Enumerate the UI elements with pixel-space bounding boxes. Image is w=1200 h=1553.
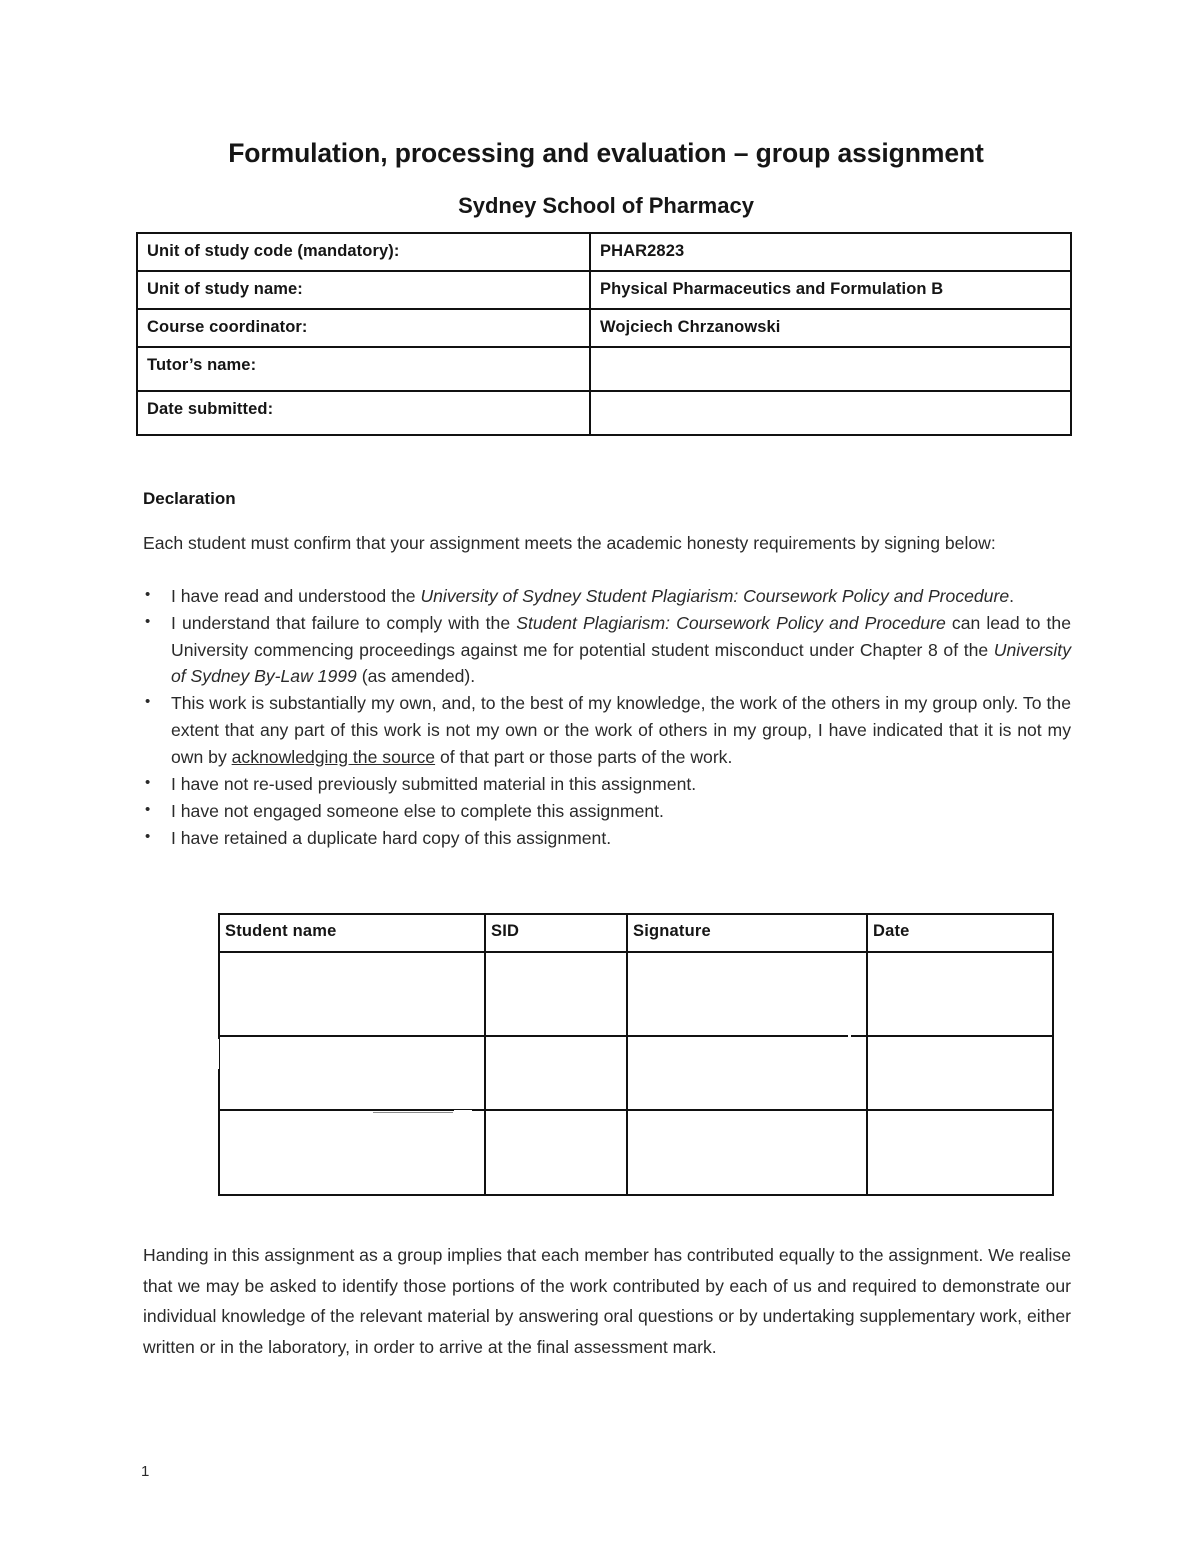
course-coordinator-value: Wojciech Chrzanowski	[590, 309, 1071, 347]
date-field[interactable]	[867, 1110, 1053, 1195]
column-header-signature: Signature	[627, 914, 867, 952]
scan-artefact	[848, 1031, 851, 1053]
table-row	[137, 347, 1071, 391]
list-item-text: I have not re-used previously submitted material in this assignment.	[171, 773, 697, 794]
unit-info-body	[137, 233, 1071, 435]
bullet-dot-icon: •	[145, 613, 151, 631]
student-name-field[interactable]	[219, 1110, 485, 1195]
date-field[interactable]	[867, 952, 1053, 1036]
unit-info-table	[136, 232, 1072, 436]
date-submitted-label: Date submitted:	[137, 391, 590, 435]
date-submitted-field[interactable]	[590, 391, 1071, 435]
tutor-name-label: Tutor’s name:	[137, 347, 590, 391]
list-item-text: I have retained a duplicate hard copy of this assignment.	[171, 827, 612, 848]
list-item	[143, 771, 1071, 798]
list-item-text: I have read and understood the University of Sydney Student Plagiarism: Coursework Policy and Procedure.	[171, 586, 1015, 606]
student-name-field[interactable]	[219, 1036, 485, 1110]
list-item-text: I understand that failure to comply with the Student Plagiarism: Coursework Policy and Procedure can lead to the University commencing proceedings against me for potential student misconduct under Chapter 8 of the University of Sydney By-Law 1999 (as amended).	[171, 613, 1071, 687]
student-name-field[interactable]	[219, 952, 485, 1036]
table-row	[219, 1036, 1053, 1110]
table-row	[219, 952, 1053, 1036]
table-row	[137, 271, 1071, 309]
scan-artefact	[848, 957, 851, 989]
declaration-heading: Declaration	[143, 489, 236, 508]
bullet-dot-icon: •	[145, 827, 151, 845]
tutor-name-field[interactable]	[590, 347, 1071, 391]
table-row	[137, 391, 1071, 435]
scan-artefact	[373, 1112, 453, 1113]
unit-code-label: Unit of study code (mandatory):	[137, 233, 590, 271]
list-item	[143, 583, 1071, 610]
list-item	[143, 798, 1071, 825]
unit-code-value: PHAR2823	[590, 233, 1071, 271]
student-signature-table	[218, 913, 1054, 1196]
list-item-text: This work is substantially my own, and, to the best of my knowledge, the work of the others in my group only. To the extent that any part of this work is not my own or the work of others in my group, I have indicated that it is not my own by acknowledging the source of that part or those parts of the work.	[171, 693, 1071, 767]
table-row	[137, 309, 1071, 347]
sid-field[interactable]	[485, 1110, 627, 1195]
document-subtitle: Sydney School of Pharmacy	[458, 193, 754, 218]
bullet-dot-icon: •	[145, 693, 151, 711]
list-item	[143, 610, 1071, 690]
closing-paragraph: Handing in this assignment as a group implies that each member has contributed equally to the assignment. We realise that we may be asked to identify those portions of the work contributed by each of us and required to demonstrate our individual knowledge of the relevant material by answering oral questions or by undertaking supplementary work, either written or in the laboratory, in order to arrive at the final assessment mark.	[143, 1245, 1071, 1357]
page-number: 1	[141, 1463, 150, 1480]
column-header-student-name: Student name	[219, 914, 485, 952]
sid-field[interactable]	[485, 1036, 627, 1110]
date-field[interactable]	[867, 1036, 1053, 1110]
bullet-dot-icon: •	[145, 586, 151, 603]
declaration-intro: Each student must confirm that your assignment meets the academic honesty requirements by signing below:	[143, 533, 996, 553]
unit-name-label: Unit of study name:	[137, 271, 590, 309]
declaration-bullet-list	[143, 583, 1071, 852]
column-header-sid: SID	[485, 914, 627, 952]
bullet-dot-icon: •	[145, 800, 151, 818]
list-item	[143, 690, 1071, 770]
table-header-row	[219, 914, 1053, 952]
scan-artefact	[454, 1110, 472, 1114]
student-signature-table-wrapper	[218, 913, 1052, 1201]
list-item-text: I have not engaged someone else to complete this assignment.	[171, 800, 664, 821]
list-item	[143, 825, 1071, 852]
sid-field[interactable]	[485, 952, 627, 1036]
document-title: Formulation, processing and evaluation – group assignment	[228, 138, 984, 168]
unit-name-value: Physical Pharmaceutics and Formulation B	[590, 271, 1071, 309]
signature-table-body	[219, 952, 1053, 1195]
column-header-date: Date	[867, 914, 1053, 952]
table-row	[137, 233, 1071, 271]
table-row	[219, 1110, 1053, 1195]
signature-field[interactable]	[627, 1110, 867, 1195]
scan-artefact	[848, 1128, 851, 1154]
signature-field[interactable]	[627, 1036, 867, 1110]
scan-artefact	[216, 1039, 219, 1069]
course-coordinator-label: Course coordinator:	[137, 309, 590, 347]
signature-table-head	[219, 914, 1053, 952]
bullet-dot-icon: •	[145, 773, 151, 791]
signature-field[interactable]	[627, 952, 867, 1036]
